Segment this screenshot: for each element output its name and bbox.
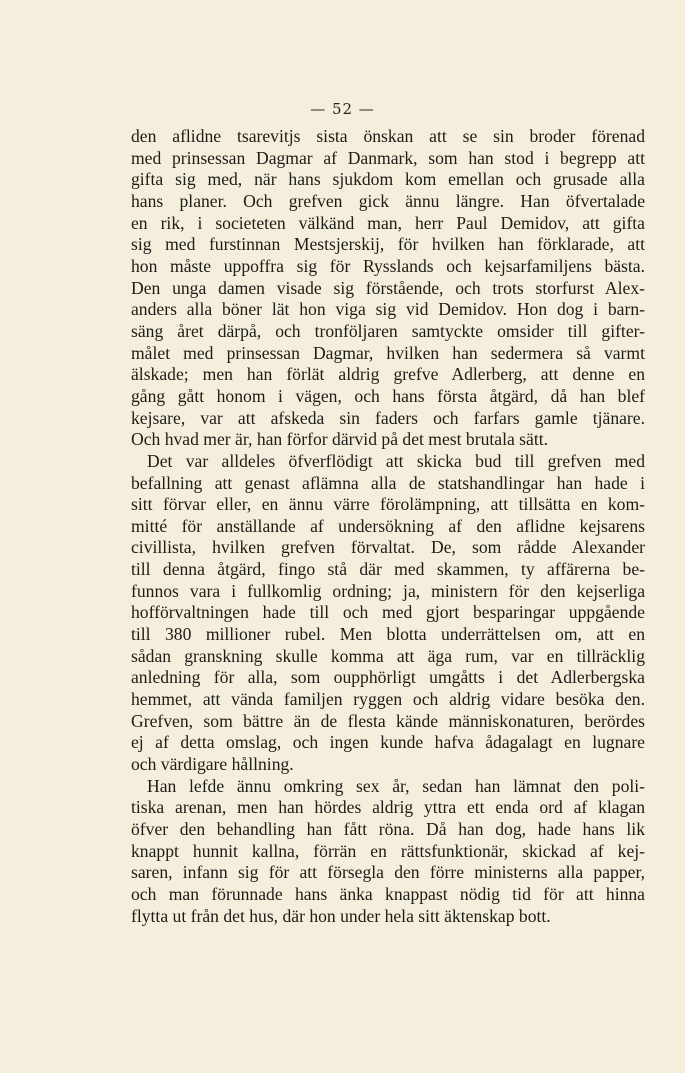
text-line: sig med furstinnan Mestsjerskij, för hvilken han förklarade, att [131, 234, 645, 255]
text-line: säng året därpå, och tronföljaren samtyckte omsider till gifter- [131, 320, 645, 341]
text-line: hans planer. Och grefven gick ännu längre. Han öfvertalade [131, 190, 645, 211]
text-line: Det var alldeles öfverflödigt att skicka bud till grefven med [147, 450, 645, 471]
text-line: och man förunnade hans änka knappast nödig tid för att hinna [131, 883, 645, 904]
text-line: knappt hunnit kallna, förrän en rättsfunktionär, skickad af kej- [131, 840, 645, 861]
text-line: Grefven, som bättre än de flesta kände människonaturen, berördes [131, 710, 645, 731]
text-line: sitt förvar eller, en ännu värre förolämpning, att tillsätta en kom- [131, 494, 645, 515]
text-line: med prinsessan Dagmar af Danmark, som han stod i begrepp att [131, 147, 645, 168]
text-line: funnos vara i fullkomlig ordning; ja, ministern för den kejserliga [131, 580, 645, 601]
text-line: hemmet, att vända familjen ryggen och aldrig vidare besöka den. [131, 689, 645, 710]
text-line: gifta sig med, när hans sjukdom kom emellan och grusade alla [131, 169, 645, 190]
text-line: målet med prinsessan Dagmar, hvilken han sedermera så varmt [131, 342, 645, 363]
paragraph [131, 451, 645, 776]
text-line: den aflidne tsarevitjs sista önskan att se sin broder förenad [131, 126, 645, 146]
text-line: en rik, i societeten välkänd man, herr Paul Demidov, att gifta [131, 212, 645, 233]
text-line: tiska arenan, men han hördes aldrig yttra ett enda ord af klagan [131, 797, 645, 818]
text-line: ej af detta omslag, och ingen kunde hafva ådagalagt en lugnare [131, 732, 645, 753]
text-line: befallning att genast aflämna alla de statshandlingar han hade i [131, 472, 645, 493]
text-line: Han lefde ännu omkring sex år, sedan han lämnat den poli- [147, 775, 645, 796]
text-line: sådan granskning skulle komma att äga rum, var en tillräcklig [131, 645, 645, 666]
text-line: Den unga damen visade sig förstående, och trots storfurst Alex- [131, 277, 645, 298]
text-line: anders alla böner lät hon viga sig vid Demidov. Hon dog i barn- [131, 299, 645, 320]
text-line: mitté för anställande af undersökning af den aflidne kejsarens [131, 515, 645, 536]
text-line: Och hvad mer är, han förfor därvid på det mest brutala sätt. [131, 429, 548, 450]
text-line: och värdigare hållning. [131, 754, 294, 775]
text-line: saren, infann sig för att försegla den förre ministerns alla papper, [131, 862, 645, 883]
text-line: civillista, hvilken grefven förvaltat. De, som rådde Alexander [131, 537, 645, 558]
text-line: hofförvaltningen hade till och med gjort besparingar uppgående [131, 602, 645, 623]
text-line: anledning för alla, som oupphörligt umgåtts i det Adlerbergska [131, 667, 645, 688]
text-line: älskade; men han förlät aldrig grefve Adlerberg, att denne en [131, 364, 645, 385]
text-line: kejsare, var att afskeda sin faders och farfars gamle tjänare. [131, 407, 645, 428]
paragraph [131, 126, 645, 451]
text-line: öfver den behandling han fått röna. Då han dog, hade hans lik [131, 819, 645, 839]
paragraph [131, 776, 645, 928]
text-line: till denna åtgärd, fingo stå där med skammen, ty affärerna be- [131, 559, 645, 580]
text-line: flytta ut från det hus, där hon under hela sitt äktenskap bott. [131, 905, 551, 926]
text-line: till 380 millioner rubel. Men blotta underrättelsen om, att en [131, 624, 645, 645]
text-line: gång gått honom i vägen, och hans första åtgärd, då han blef [131, 385, 645, 406]
page-number: — 52 — [310, 100, 375, 118]
body-text [131, 126, 645, 927]
text-line: hon måste uppoffra sig för Rysslands och kejsarfamiljens bästa. [131, 255, 645, 276]
